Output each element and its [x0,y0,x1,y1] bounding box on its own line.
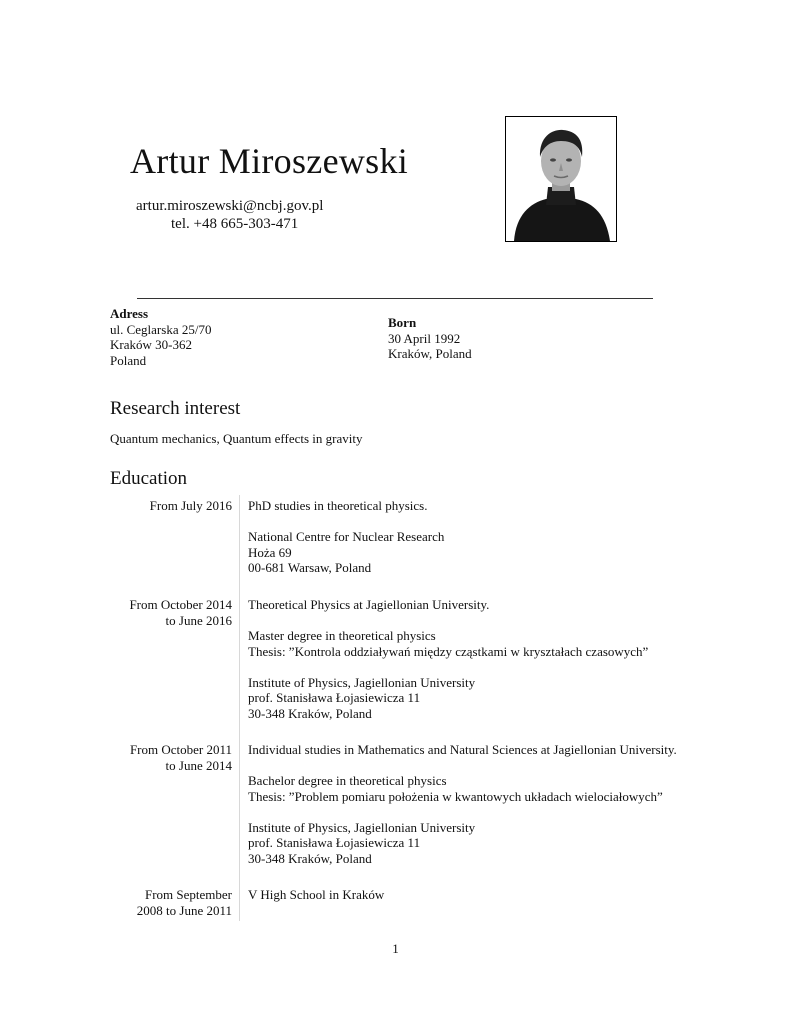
detail-line: Hoża 69 [248,544,292,560]
detail-block [248,773,728,804]
education-date [100,887,232,918]
detail-block [248,628,728,659]
research-heading: Research interest [110,398,241,419]
education-date [100,742,232,773]
date-line: to June 2016 [165,612,232,628]
detail-line: Bachelor degree in theoretical physics [248,773,447,788]
detail-line: Institute of Physics, Jagiellonian University [248,674,476,690]
profile-photo [505,116,617,242]
detail-block [248,529,728,576]
detail-line: Individual studies in Mathematics and Natural Sciences at Jagiellonian University. [248,742,677,757]
detail-line: 00-681 Warsaw, Poland [248,560,372,575]
education-details [248,742,728,882]
detail-line: V High School in Kraków [248,887,385,902]
education-details [248,887,728,918]
cv-name: Artur Miroszewski [130,141,409,181]
detail-line: PhD studies in theoretical physics. [248,498,428,513]
detail-line: prof. Stanisława Łojasiewicza 11 [248,835,421,850]
date-line: From July 2016 [149,498,232,513]
born-line: Kraków, Poland [388,346,472,361]
detail-line: Thesis: ”Problem pomiaru położenia w kwantowych układach wielociałowych” [248,788,663,804]
header-divider [137,298,653,299]
address-label: Adress [110,306,149,321]
detail-block [248,820,728,867]
born-label: Born [388,315,417,330]
education-details [248,498,728,591]
address-block [110,306,211,368]
education-date [100,498,232,514]
address-line: ul. Ceglarska 25/70 [110,321,212,337]
detail-block [248,887,728,903]
education-details [248,597,728,737]
detail-line: Thesis: ”Kontrola oddziaływań między cząstkami w kryształach czasowych” [248,643,649,659]
date-line: 2008 to June 2011 [136,902,232,918]
born-line: 30 April 1992 [388,330,461,346]
detail-line: Theoretical Physics at Jagiellonian University. [248,597,490,612]
detail-block [248,597,728,613]
phone-number: tel. +48 665-303-471 [171,216,299,232]
email-address: artur.miroszewski@ncbj.gov.pl [136,198,324,214]
date-line: to June 2014 [165,757,232,773]
page-number: 1 [392,941,399,956]
date-line: From October 2011 [129,742,232,757]
address-line: Kraków 30-362 [110,337,192,352]
research-text: Quantum mechanics, Quantum effects in gravity [110,431,363,446]
date-line: From October 2014 [129,597,232,612]
detail-line: prof. Stanisława Łojasiewicza 11 [248,690,421,705]
education-timeline-line [239,495,240,921]
detail-line: National Centre for Nuclear Research [248,529,445,544]
education-date [100,597,232,628]
detail-line: 30-348 Kraków, Poland [248,850,372,866]
education-heading: Education [110,468,188,489]
detail-block [248,498,728,514]
detail-block [248,742,728,758]
detail-line: Institute of Physics, Jagiellonian University [248,819,476,835]
date-line: From September [144,887,232,902]
address-line: Poland [110,352,147,368]
born-block [388,315,472,362]
detail-block [248,675,728,722]
detail-line: 30-348 Kraków, Poland [248,705,372,721]
detail-line: Master degree in theoretical physics [248,628,436,643]
